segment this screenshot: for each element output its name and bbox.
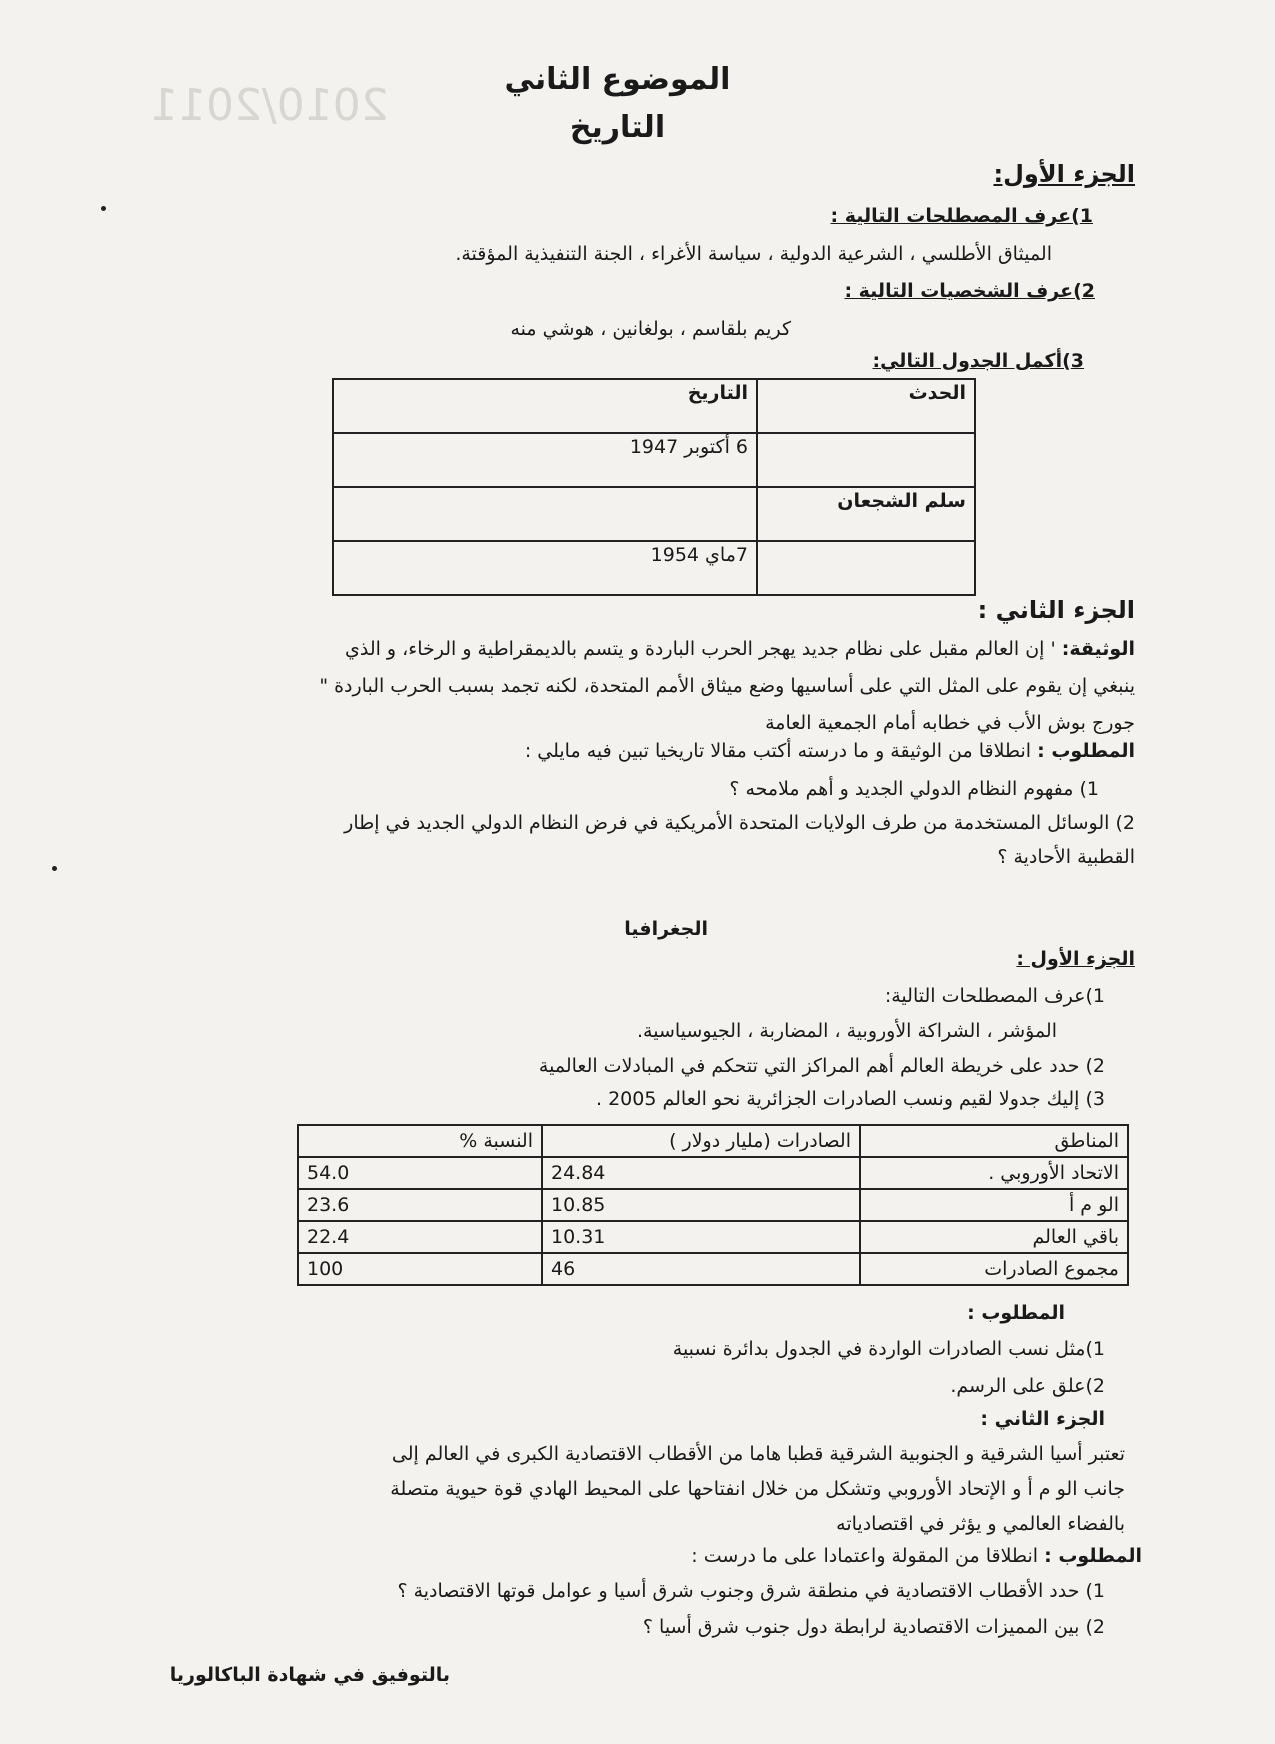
history-part1-title: الجزء الأول: (993, 160, 1135, 188)
event-cell (757, 433, 975, 487)
geo-request-label: المطلوب : (967, 1302, 1065, 1324)
history-events-table (332, 378, 976, 596)
exports-cell: 10.31 (542, 1221, 860, 1253)
table-row (333, 541, 975, 595)
col-exports-header: الصادرات (مليار دولار ) (542, 1125, 860, 1157)
history-document (345, 638, 1135, 660)
event-cell: سلم الشجعان (757, 487, 975, 541)
table-row (298, 1253, 1128, 1285)
history-q2-persons: كريم بلقاسم ، بولغانين ، هوشي منه (510, 318, 791, 340)
percent-cell: 54.0 (298, 1157, 542, 1189)
stray-dot (101, 206, 106, 211)
col-event-header: الحدث (757, 379, 975, 433)
history-q3-label: 3)أكمل الجدول التالي: (872, 350, 1084, 372)
table-row (298, 1221, 1128, 1253)
date-cell: 7ماي 1954 (333, 541, 757, 595)
col-date-header: التاريخ (333, 379, 757, 433)
footer-wish: بالتوفيق في شهادة الباكالوريا (169, 1664, 450, 1686)
history-q1-terms: الميثاق الأطلسي ، الشرعية الدولية ، سياسة الأغراء ، الجنة التنفيذية المؤقتة. (455, 243, 1052, 265)
history-q1-label: 1)عرف المصطلحات التالية : (830, 205, 1093, 227)
document-label: الوثيقة: (1061, 638, 1135, 660)
table-row (298, 1157, 1128, 1189)
date-cell: 6 أكتوبر 1947 (333, 433, 757, 487)
subject-number: الموضوع الثاني (504, 62, 731, 97)
event-cell (757, 541, 975, 595)
geo-q1-label: 1)عرف المصطلحات التالية: (884, 985, 1105, 1007)
history-q2-label: 2)عرف الشخصيات التالية : (844, 280, 1095, 302)
percent-cell: 22.4 (298, 1221, 542, 1253)
percent-cell: 23.6 (298, 1189, 542, 1221)
history-request-2a: 2) الوسائل المستخدمة من طرف الولايات المتحدة الأمريكية في فرض النظام الدولي الجديد في إطار (344, 812, 1135, 834)
region-cell: الو م أ (860, 1189, 1128, 1221)
geo-request2-1: 1) حدد الأقطاب الاقتصادية في منطقة شرق وجنوب شرق أسيا و عوامل قوتها الاقتصادية ؟ (397, 1580, 1105, 1602)
request-text: انطلاقا من الوثيقة و ما درسته أكتب مقالا تاريخيا تبين فيه مايلي : (524, 740, 1038, 762)
table-row (333, 433, 975, 487)
geo-request2-2: 2) بين المميزات الاقتصادية لرابطة دول جنوب شرق أسيا ؟ (642, 1616, 1105, 1638)
table-row (333, 487, 975, 541)
date-cell (333, 487, 757, 541)
col-region-header: المناطق (860, 1125, 1128, 1157)
region-cell: باقي العالم (860, 1221, 1128, 1253)
geo-q1-terms: المؤشر ، الشراكة الأوروبية ، المضاربة ، الجيوسياسية. (637, 1020, 1057, 1042)
geography-title: الجغرافيا (624, 918, 708, 940)
exports-cell: 24.84 (542, 1157, 860, 1189)
geo-text-line3: بالفضاء العالمي و يؤثر في اقتصادياته (836, 1513, 1125, 1535)
history-part2-title: الجزء الثاني : (977, 596, 1135, 624)
stray-dot (52, 866, 57, 871)
percent-cell: 100 (298, 1253, 542, 1285)
bleed-through-mark: 2010/2011 (150, 80, 389, 131)
history-request-1: 1) مفهوم النظام الدولي الجديد و أهم ملامحه ؟ (729, 778, 1099, 800)
geo-q3: 3) إليك جدولا لقيم ونسب الصادرات الجزائرية نحو العالم 2005 . (595, 1088, 1105, 1110)
region-cell: الاتحاد الأوروبي . (860, 1157, 1128, 1189)
region-cell: مجموع الصادرات (860, 1253, 1128, 1285)
request2-label: المطلوب : (1044, 1545, 1142, 1567)
document-source: جورج بوش الأب في خطابه أمام الجمعية العامة (765, 712, 1135, 734)
request2-text: انطلاقا من المقولة واعتمادا على ما درست : (691, 1545, 1045, 1567)
geo-part2-title: الجزء الثاني : (980, 1408, 1105, 1430)
table-header-row (298, 1125, 1128, 1157)
geo-request2 (691, 1545, 1142, 1567)
document-text-line1: ' إن العالم مقبل على نظام جديد يهجر الحرب الباردة و يتسم بالديمقراطية و الرخاء، و الذي (344, 638, 1062, 660)
geo-part1-title: الجزء الأول : (1016, 948, 1135, 970)
exports-cell: 46 (542, 1253, 860, 1285)
document-text-line2: ينبغي إن يقوم على المثل التي على أساسيها وضع ميثاق الأمم المتحدة، لكنه تجمد بسبب الحرب الباردة " (319, 675, 1135, 697)
geo-q2: 2) حدد على خريطة العالم أهم المراكز التي تتحكم في المبادلات العالمية (538, 1055, 1105, 1077)
geo-request-2: 2)علق على الرسم. (950, 1375, 1105, 1397)
history-request-2b: القطبية الأحادية ؟ (997, 846, 1135, 868)
geo-text-line2: جانب الو م أ و الإتحاد الأوروبي وتشكل من خلال انفتاحها على المحيط الهادي قوة حيوية متصلة (390, 1478, 1125, 1500)
history-title: التاريخ (569, 110, 666, 145)
col-percent-header: النسبة % (298, 1125, 542, 1157)
exports-cell: 10.85 (542, 1189, 860, 1221)
table-header-row (333, 379, 975, 433)
exports-table (297, 1124, 1129, 1286)
geo-request-1: 1)مثل نسب الصادرات الواردة في الجدول بدائرة نسبية (672, 1338, 1105, 1360)
request-label: المطلوب : (1037, 740, 1135, 762)
history-request (525, 740, 1135, 762)
geo-text-line1: تعتبر أسيا الشرقية و الجنوبية الشرقية قطبا هاما من الأقطاب الاقتصادية الكبرى في العالم إلى (391, 1443, 1125, 1465)
table-row (298, 1189, 1128, 1221)
